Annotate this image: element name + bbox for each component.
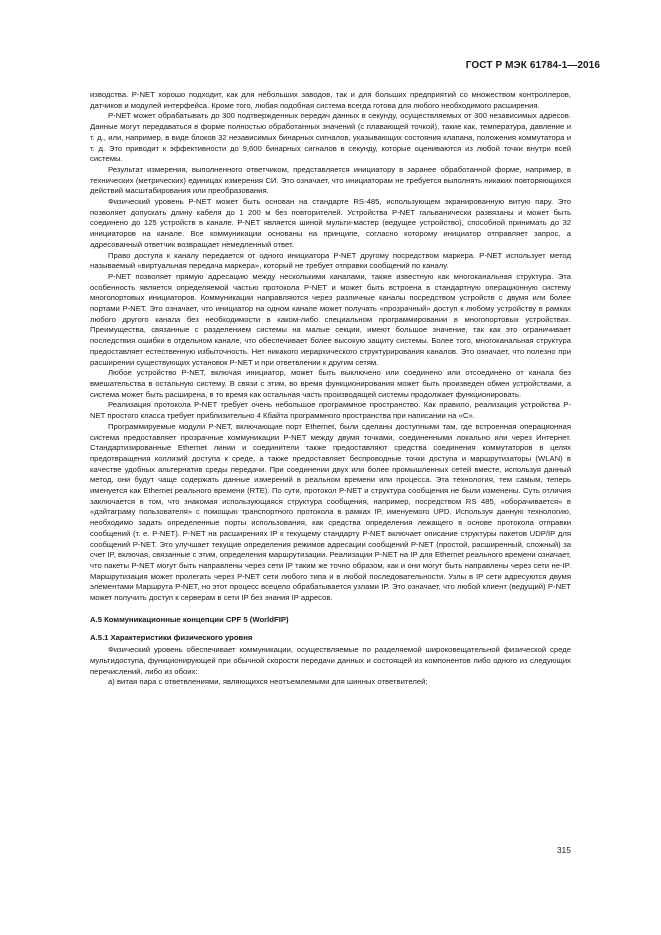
document-header: ГОСТ Р МЭК 61784-1—2016 (465, 60, 600, 71)
paragraph: P-NET может обрабатывать до 300 подтвержденных передач данных в секунду, осуществляемых от 300 независимых адресов. Данные могут передаваться в форме полностью обработанных значений (с плавающей точкой), такие как, температура, давление и т. д., или, например, в виде блоков 32 независимых бинарных сигналов, указывающих состояния клапана, положения коммутатора и т. д. Это приводит к эффективности до 9,600 бинарных сигналов в секунду, которые оцениваются из любой точки внутри всей системы. (90, 111, 571, 164)
paragraph: P-NET позволяет прямую адресацию между несколькими каналами, также известную как многоканальная структура. Эта особенность является определяемой частью протокола P-NET и может быть встроена в стандартную операционную систему многопортовых инициаторов. Коммуникации направляются через различные каналы посредством устройств с двумя или более портами P-NET. Это означает, что инициатор на одном канале может получать «прозрачный» доступ к любому устройству в рамках любого другого канала без необходимости в каком-либо специальном программировании в многопортовых устройствах. Преимущества, связанные с разделением системы на малые секции, имеют большое значение, так как это ограничивает последствия ошибки в отдельном канале, что обеспечивает более высокую защиту системы. Более того, многоканальная структура предоставляет естественную избыточность. Нет никакого иерархического структурирования каналов. Это означает, что полезно при расширении существующих установок P-NET и при ответвлении к другим сетям. (90, 271, 571, 367)
list-item: а) витая пара с ответвлениями, являющихся неотъемлемыми для шинных ответвителей; (108, 677, 428, 687)
paragraph: Физический уровень P-NET может быть основан на стандарте RS-485, использующем экранированную витую пару. Это позволяет допускать длину кабеля до 1 200 м без повторителей. Устройства P-NET гальванически развязаны и может быть соединено до 125 устройств в канале. P-NET является шиной мульти-мастер (ведущее устройство), способной принимать до 32 инициаторов на канале. Все коммуникации основаны на принципе, согласно которому инициатор отправляет запрос, а адресованный ответчик возвращает немедленный ответ. (90, 197, 571, 249)
paragraph: Программируемые модули P-NET, включающие порт Ethernet, были сделаны доступными там, где встроенная операционная система предоставляет прозрачные коммуникации P-NET между двумя точками, соединенными локально или через Интернет. Стандартизированные Ethernet линии и соединители также предоставляют средства соединения коммутаторов в целях предотвращения коллизий доступа к среде, а также предоставляет беспроводные точки доступа и маршрутизаторы (WLAN) в качестве удобных альтернатив среды передачи. При соединении двух или более промышленных сетей вместе, используя данный метод, они будут чаще содержать данные измерений в реальном времени или процесса. Эта технология, тем самым, теперь именуется как Ethernet реального времени (RTE). По сути, протокол P-NET и структура сообщения не были изменены. Суть отличия заключается в том, что знакомая использующаяся структура сообщения, например, посредством RS 485, «оборачивается» в «дэйтаграму пользователя» с помощью транспортного протокола в рамках IP, именуемого UPD. Используя данную технологию, необходимо задать определенные порты использования, как средства определения лежащего в основе протокола отправки сообщений (т. е. P-NET). P-NET на расширениях IP к текущему стандарту P-NET включает описание структуры пакетов UDP/IP для сообщений P-NET. Это улучшает текущие определения режимов адресации сообщений P-NET (простой, расширенный, сложный) за счет IP, включая, связанные с этим, определения маршрутизации. Реализации P-NET на IP для Ethernet реального времени означает, что пакеты P-NET могут быть направлены через сети IP таким же точно образом, как и они могут быть направлены через сети не-IP. Маршрутизация может пролегать через P-NET сети любого типа и в любой последовательности. Узлы в IP сети адресуются двумя элементами Маршрута P-NET, но этот процесс всецело обрабатывается узлами IP. Это означает, что любой клиент (ведущий) P-NET может получить доступ к серверам в сети IP без знания IP адресов. (90, 421, 571, 603)
paragraph: Реализация протокола P-NET требует очень небольшое программное пространство. Как правило, реализация устройства P-NET простого класса требует приблизительно 4 Кбайта программного пространства при написании на «С». (90, 400, 571, 421)
paragraph: Любое устройство P-NET, включая инициатор, может быть выключено или соединено или отсоединено от канала без вмешательства в остальную систему. В связи с этим, во время функционирования может быть произведен обмен устройствами, а система может быть расширена, в то время как остальная часть производящей системы продолжает функционировать. (90, 368, 571, 399)
paragraph: Физический уровень обеспечивает коммуникации, осуществляемые по разделяемой широковещательной физической среде мультидоступа, функционирующей при обычной скорости передачи данных и состоящей из компонентов либо одного из следующих перечислений, либо из обоих: (90, 645, 571, 676)
document-body (90, 90, 571, 688)
subsection-heading: A.5.1 Характеристики физического уровня (90, 633, 253, 643)
page-number: 315 (556, 845, 571, 855)
paragraph: Право доступа к каналу передается от одного инициатора P-NET другому посредством маркера. P-NET использует метод называемый «виртуальная передача маркера», который не требует отправки сообщений по каналу. (90, 250, 571, 271)
paragraph: Результат измерения, выполненного ответчиком, представляется инициатору в заранее обработанной форме, например, в технических (метрических) единицах измерения СИ. Это означает, что инициаторам не требуется выполнять никаких повторяющихся действий масштабирования или преобразования. (90, 164, 571, 196)
paragraph: изводства. P-NET хорошо подходит, как для небольших заводов, так и для больших предприятий со множеством контроллеров, датчиков и модулей интерфейса. Кроме того, любая подобная система всегда готова для любого необходимого расширения. (90, 90, 571, 110)
section-heading: A.5 Коммуникационные концепции CPF 5 (WorldFIP) (90, 614, 289, 624)
